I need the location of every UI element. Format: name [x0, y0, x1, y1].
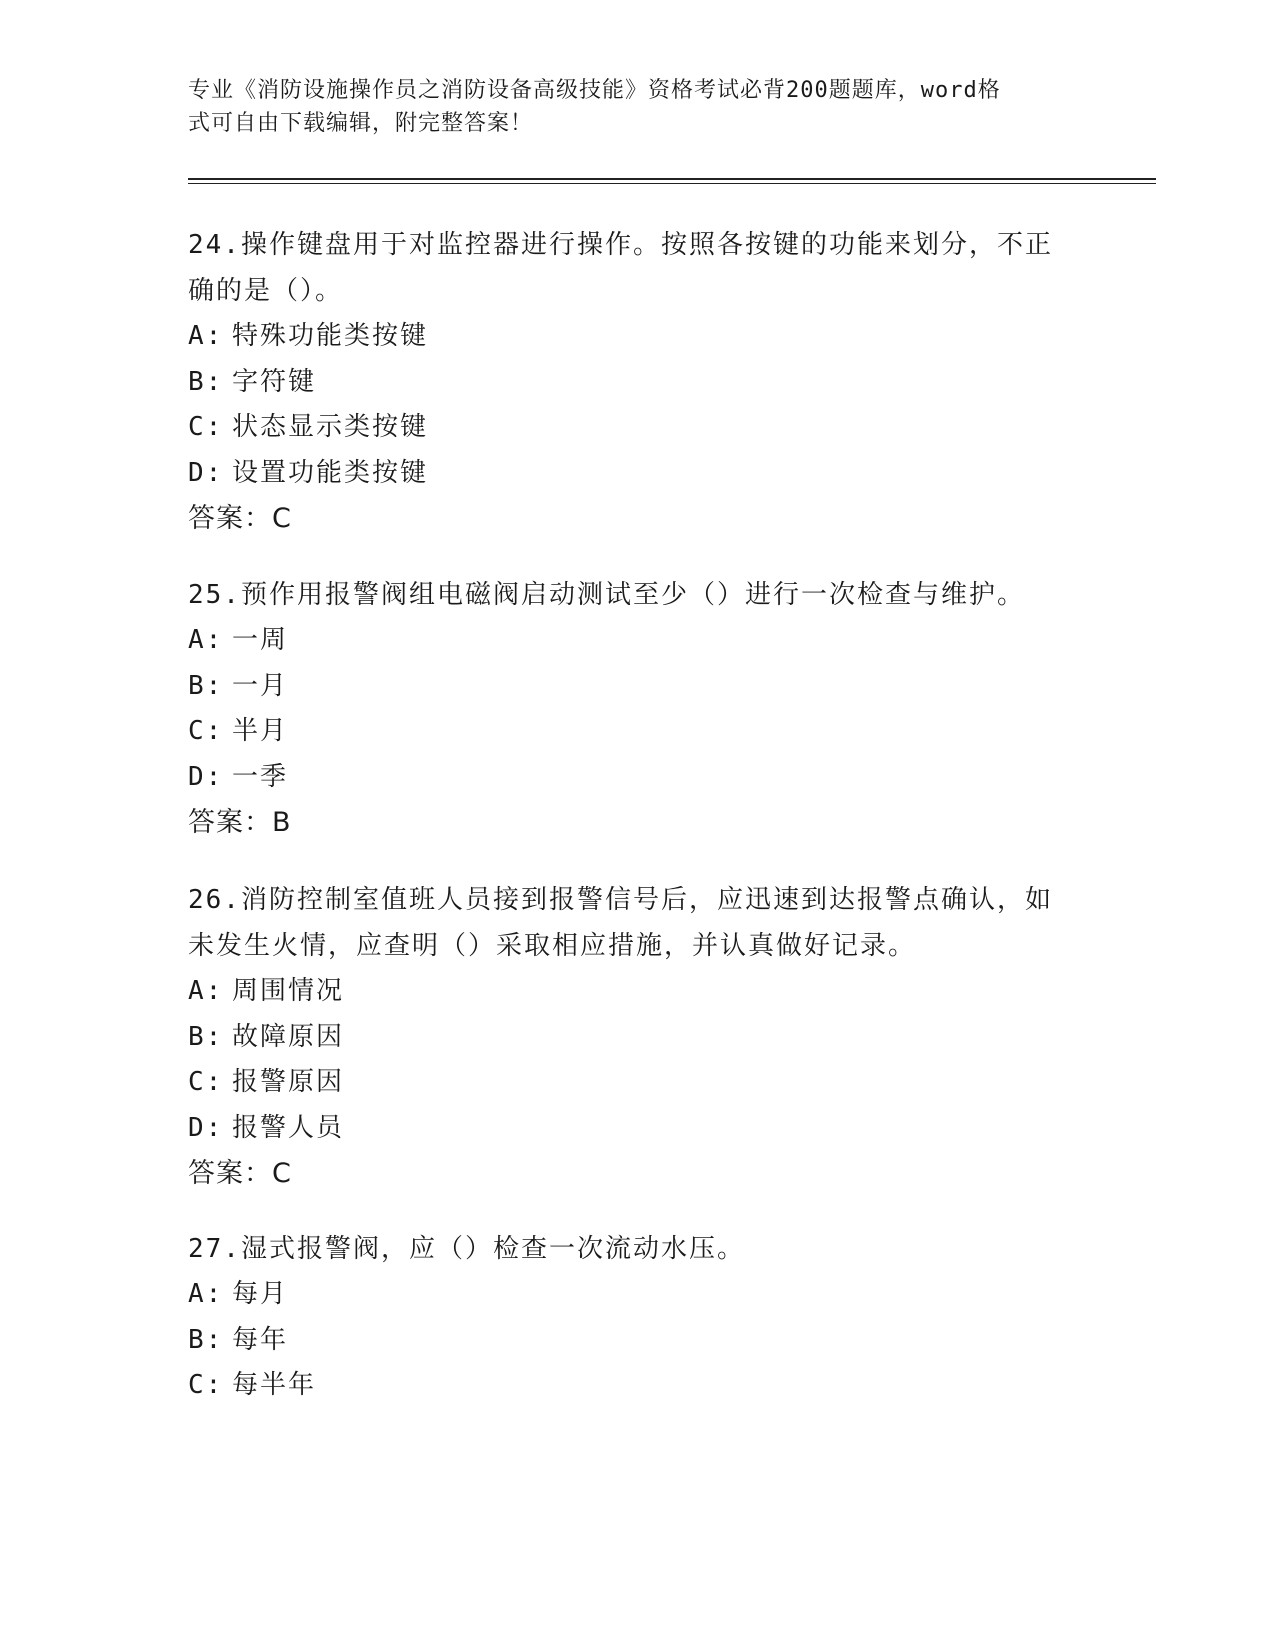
option-d [188, 755, 1088, 801]
option-text: 故障原因 [232, 1021, 345, 1052]
question-26 [188, 877, 1088, 1197]
option-b [188, 1015, 1088, 1061]
option-text: 一周 [232, 625, 289, 655]
option-text: 一月 [232, 670, 289, 701]
option-key: B: [188, 670, 224, 701]
option-text: 一季 [232, 761, 289, 792]
option-c [188, 1060, 1088, 1106]
option-key: A: [188, 625, 224, 655]
option-text: 每年 [232, 1324, 289, 1355]
question-stem-line: 未发生火情，应查明（）采取相应措施，并认真做好记录。 [188, 931, 917, 961]
option-b [188, 360, 1088, 406]
question-stem-line: 24.操作键盘用于对监控器进行操作。按照各按键的功能来划分，不正 [188, 230, 1053, 260]
header-divider-thin [188, 183, 1156, 184]
option-key: B: [188, 1324, 224, 1355]
answer: 答案：C [188, 503, 292, 534]
header-divider-thick [188, 178, 1156, 180]
question-stem-line: 26.消防控制室值班人员接到报警信号后，应迅速到达报警点确认，如 [188, 885, 1053, 915]
option-key: D: [188, 1112, 224, 1143]
option-text: 特殊功能类按键 [232, 321, 429, 351]
option-key: A: [188, 321, 224, 351]
header-line-1: 专业《消防设施操作员之消防设备高级技能》资格考试必背200题题库，word格 [188, 78, 1001, 103]
question-stem-line: 27.湿式报警阀，应（）检查一次流动水压。 [188, 1234, 745, 1264]
option-c [188, 709, 1088, 755]
option-c [188, 405, 1088, 451]
question-stem-line: 25.预作用报警阀组电磁阀启动测试至少（）进行一次检查与维护。 [188, 580, 1025, 610]
option-key: D: [188, 457, 224, 488]
document-header [188, 74, 1068, 140]
option-d [188, 451, 1088, 497]
option-b [188, 1318, 1088, 1364]
header-line-2: 式可自由下载编辑，附完整答案！ [188, 111, 534, 136]
answer: 答案：B [188, 807, 292, 838]
option-text: 半月 [232, 716, 289, 746]
option-c [188, 1363, 1088, 1409]
question-24 [188, 222, 1088, 542]
question-25 [188, 572, 1088, 846]
option-key: C: [188, 1067, 224, 1097]
option-text: 每月 [232, 1279, 289, 1309]
option-d [188, 1106, 1088, 1152]
option-key: C: [188, 412, 224, 442]
option-key: C: [188, 716, 224, 746]
option-text: 状态显示类按键 [232, 412, 429, 442]
option-key: D: [188, 761, 224, 792]
option-key: A: [188, 976, 224, 1006]
option-a [188, 314, 1088, 360]
option-text: 字符键 [232, 366, 317, 397]
option-key: C: [188, 1370, 224, 1400]
option-text: 每半年 [232, 1370, 317, 1400]
option-text: 周围情况 [232, 976, 345, 1006]
option-key: B: [188, 1021, 224, 1052]
option-text: 报警人员 [232, 1112, 345, 1143]
option-text: 设置功能类按键 [232, 457, 429, 488]
option-a [188, 618, 1088, 664]
option-key: A: [188, 1279, 224, 1309]
option-key: B: [188, 366, 224, 397]
option-a [188, 969, 1088, 1015]
option-a [188, 1272, 1088, 1318]
option-text: 报警原因 [232, 1067, 345, 1097]
question-27 [188, 1226, 1088, 1409]
question-stem-line: 确的是（）。 [188, 276, 344, 306]
answer: 答案：C [188, 1158, 292, 1189]
option-b [188, 664, 1088, 710]
